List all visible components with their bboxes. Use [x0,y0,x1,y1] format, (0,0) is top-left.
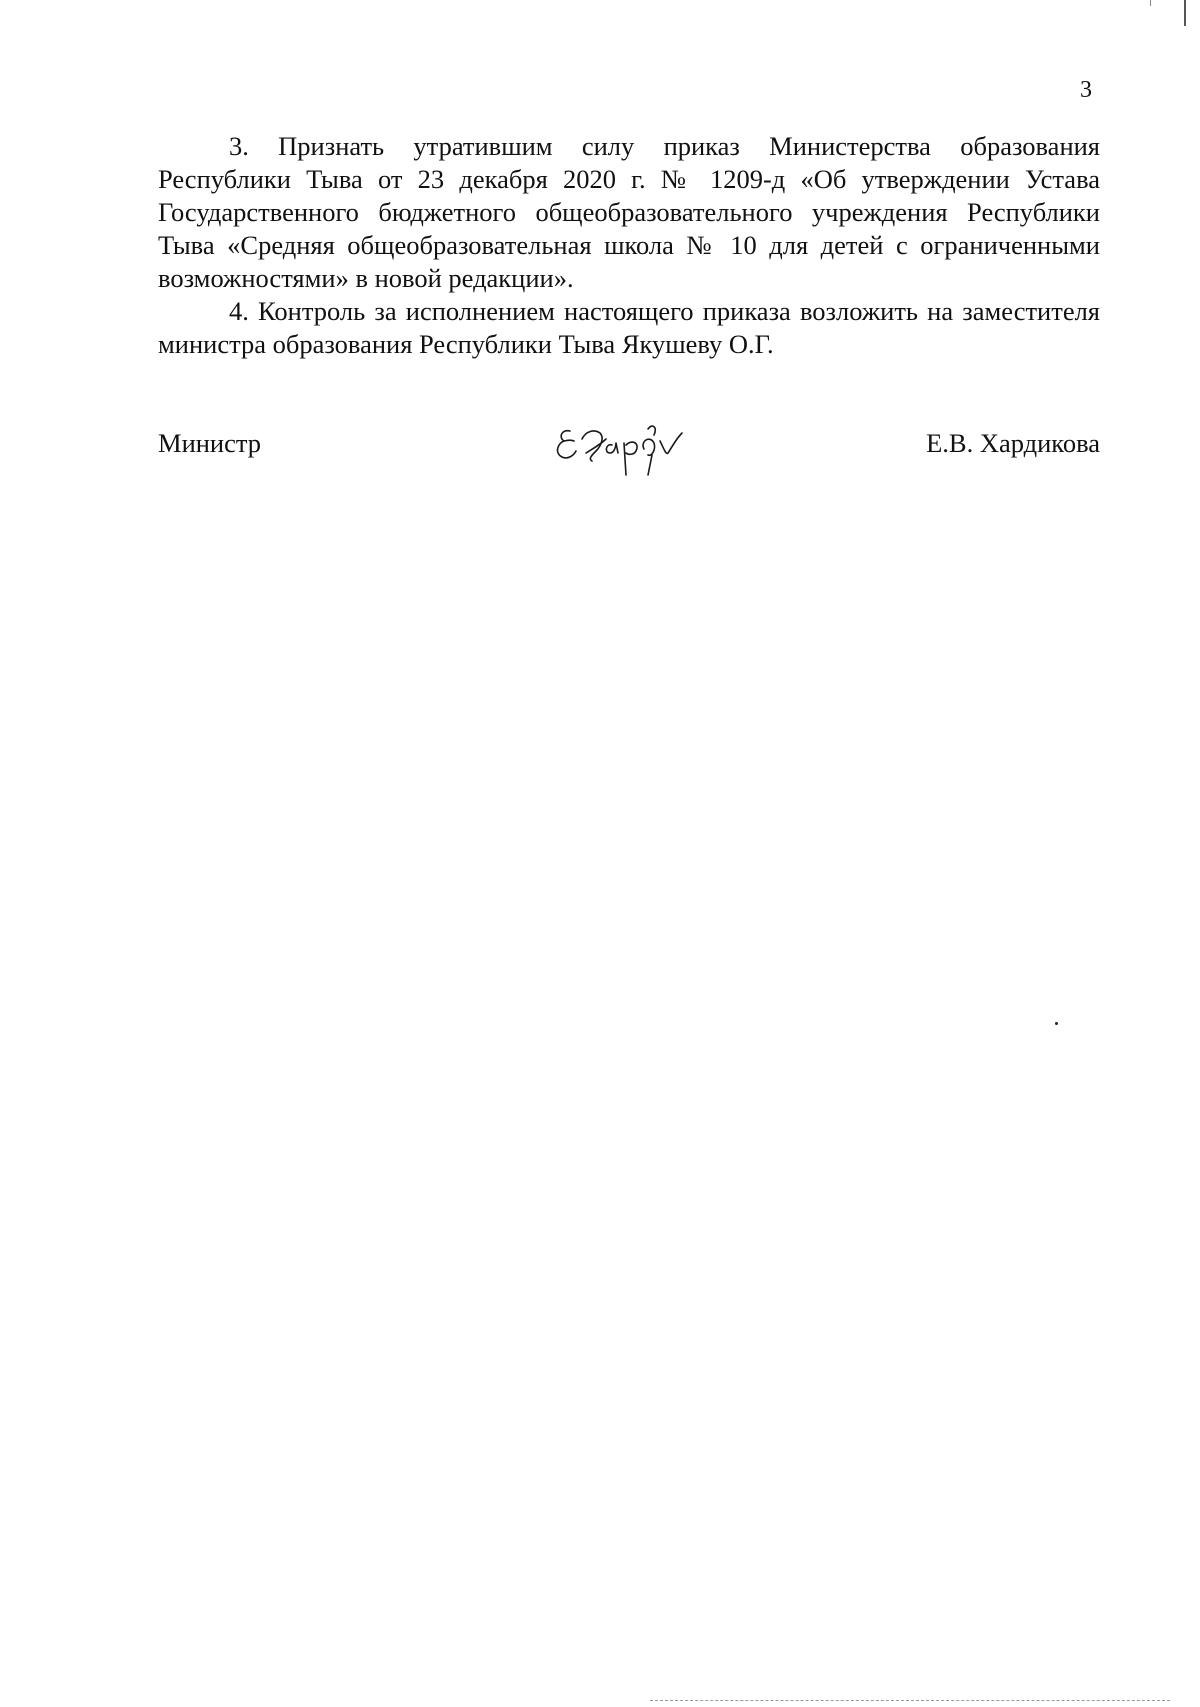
scan-speck [1055,1022,1058,1025]
paragraph-4: 4. Контроль за исполнением настоящего приказа возложить на заместителя министра образования Республики Тыва Якушеву О.Г. [158,296,1100,359]
scan-bottom-edge [650,1700,1170,1701]
scan-edge-mark [1184,0,1186,26]
page-number: 3 [1080,77,1092,103]
signatory-position: Министр [158,428,262,458]
handwritten-signature [548,409,708,489]
scan-edge-mark [1150,0,1151,6]
signature-block [158,415,1100,495]
signatory-name: Е.В. Хардикова [926,428,1100,458]
document-body [158,130,1100,361]
paragraph-3: 3. Признать утратившим силу приказ Министерства образования Республики Тыва от 23 декабря 2020 г. № 1209-д «Об утверждении Устава Государственного бюджетного общеобразовательного учреждения Республики Тыва «Средняя общеобразовательная школа № 10 для детей с ограниченными возможностями» в новой редакции». [158,131,1100,293]
